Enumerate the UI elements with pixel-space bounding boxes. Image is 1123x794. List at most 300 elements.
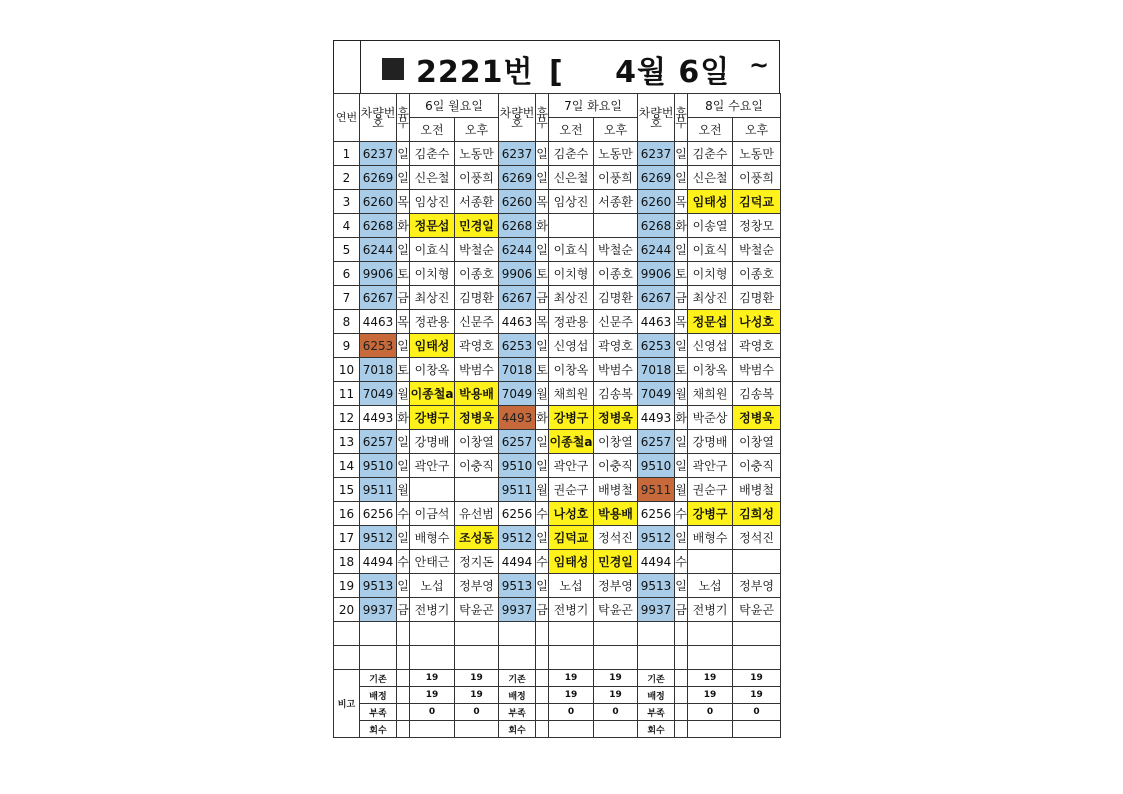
vehicle-number: 4493	[360, 406, 397, 430]
driver-am: 배형수	[410, 526, 455, 550]
holiday-day: 일	[675, 574, 688, 598]
driver-pm: 김희성	[733, 502, 781, 526]
vehicle-number: 6267	[499, 286, 536, 310]
driver-pm: 이종호	[455, 262, 499, 286]
footer-label: 배정	[360, 687, 397, 704]
footer-empty	[536, 721, 549, 738]
title-text	[382, 47, 730, 91]
vehicle-number: 4494	[360, 550, 397, 574]
holiday-day: 일	[536, 526, 549, 550]
schedule-sheet	[333, 40, 780, 738]
table-row	[334, 142, 781, 166]
header-day-3: 8일 수요일	[688, 94, 781, 118]
driver-am: 최상진	[688, 286, 733, 310]
vehicle-number: 6268	[360, 214, 397, 238]
driver-am: 이창옥	[688, 358, 733, 382]
driver-am: 채희원	[688, 382, 733, 406]
driver-pm: 박용배	[594, 502, 638, 526]
header-pm-2: 오후	[594, 118, 638, 142]
driver-am: 신영섭	[688, 334, 733, 358]
holiday-day: 목	[397, 190, 410, 214]
holiday-day: 월	[397, 382, 410, 406]
header-seq: 연번	[334, 94, 360, 142]
holiday-day: 금	[397, 286, 410, 310]
driver-am: 곽안구	[410, 454, 455, 478]
driver-am: 신은철	[549, 166, 594, 190]
footer-empty	[675, 704, 688, 721]
driver-pm: 노동만	[455, 142, 499, 166]
table-row	[334, 502, 781, 526]
holiday-day: 토	[397, 262, 410, 286]
vehicle-number: 6237	[499, 142, 536, 166]
driver-am: 강명배	[410, 430, 455, 454]
square-bullet-icon	[382, 58, 404, 80]
driver-pm: 이충직	[733, 454, 781, 478]
vehicle-number: 6256	[499, 502, 536, 526]
footer-value-pm: 0	[733, 704, 781, 721]
holiday-day: 일	[536, 574, 549, 598]
blank-row	[334, 646, 781, 670]
driver-am: 임상진	[410, 190, 455, 214]
row-number: 3	[334, 190, 360, 214]
footer-value-am: 19	[688, 670, 733, 687]
driver-pm: 정지돈	[455, 550, 499, 574]
vehicle-number: 9937	[499, 598, 536, 622]
driver-am: 전병기	[549, 598, 594, 622]
holiday-day: 일	[536, 142, 549, 166]
table-row	[334, 382, 781, 406]
driver-pm: 탁윤곤	[455, 598, 499, 622]
schedule-footer	[334, 670, 781, 738]
table-row	[334, 286, 781, 310]
holiday-day: 월	[675, 478, 688, 502]
table-row	[334, 238, 781, 262]
holiday-day: 월	[397, 478, 410, 502]
footer-value-am	[410, 721, 455, 738]
footer-empty	[675, 670, 688, 687]
driver-pm: 이풍희	[455, 166, 499, 190]
driver-pm	[455, 478, 499, 502]
row-number: 4	[334, 214, 360, 238]
driver-pm: 이창열	[455, 430, 499, 454]
footer-value-pm	[594, 721, 638, 738]
driver-am: 강병구	[410, 406, 455, 430]
driver-am: 임태성	[688, 190, 733, 214]
vehicle-number: 6244	[638, 238, 675, 262]
vehicle-number: 9906	[360, 262, 397, 286]
footer-empty	[397, 704, 410, 721]
driver-pm: 박범수	[455, 358, 499, 382]
schedule-body	[334, 142, 781, 622]
driver-am: 김춘수	[688, 142, 733, 166]
driver-pm: 이창열	[594, 430, 638, 454]
vehicle-number: 6269	[638, 166, 675, 190]
driver-am: 전병기	[688, 598, 733, 622]
vehicle-number: 7049	[638, 382, 675, 406]
driver-am: 정문섭	[410, 214, 455, 238]
driver-pm: 서종환	[455, 190, 499, 214]
driver-am: 이효식	[410, 238, 455, 262]
vehicle-number: 6257	[638, 430, 675, 454]
holiday-day: 일	[675, 430, 688, 454]
table-row	[334, 166, 781, 190]
holiday-day: 일	[397, 574, 410, 598]
footer-empty	[675, 687, 688, 704]
holiday-day: 목	[397, 310, 410, 334]
header-day-2: 7일 화요일	[549, 94, 638, 118]
holiday-day: 화	[675, 214, 688, 238]
table-row	[334, 358, 781, 382]
driver-pm: 정부영	[455, 574, 499, 598]
holiday-day: 일	[397, 142, 410, 166]
driver-pm: 이종호	[594, 262, 638, 286]
holiday-day: 화	[675, 406, 688, 430]
vehicle-number: 6257	[499, 430, 536, 454]
footer-value-am: 19	[688, 687, 733, 704]
driver-am: 강병구	[688, 502, 733, 526]
holiday-day: 월	[536, 382, 549, 406]
holiday-day: 수	[675, 502, 688, 526]
footer-value-am: 19	[549, 670, 594, 687]
driver-pm: 조성동	[455, 526, 499, 550]
header-pm-3: 오후	[733, 118, 781, 142]
driver-am: 신은철	[688, 166, 733, 190]
driver-pm: 김송복	[594, 382, 638, 406]
vehicle-number: 9512	[360, 526, 397, 550]
footer-empty	[397, 687, 410, 704]
vehicle-number: 4463	[499, 310, 536, 334]
driver-am: 곽안구	[549, 454, 594, 478]
driver-pm: 정병욱	[733, 406, 781, 430]
driver-pm: 곽영호	[733, 334, 781, 358]
driver-am: 이치형	[549, 262, 594, 286]
holiday-day: 화	[536, 406, 549, 430]
header-day-1: 6일 월요일	[410, 94, 499, 118]
footer-row	[334, 670, 781, 687]
schedule-blank-rows	[334, 622, 781, 670]
holiday-day: 수	[675, 550, 688, 574]
holiday-day: 일	[397, 454, 410, 478]
driver-am: 권순구	[688, 478, 733, 502]
vehicle-number: 7049	[360, 382, 397, 406]
table-row	[334, 310, 781, 334]
driver-pm: 박범수	[733, 358, 781, 382]
driver-pm: 김명환	[733, 286, 781, 310]
vehicle-number: 7018	[499, 358, 536, 382]
header-pm-1: 오후	[455, 118, 499, 142]
vehicle-number: 9937	[360, 598, 397, 622]
driver-am: 강병구	[549, 406, 594, 430]
row-number: 12	[334, 406, 360, 430]
driver-am: 이효식	[549, 238, 594, 262]
vehicle-number: 6244	[360, 238, 397, 262]
driver-pm: 곽영호	[455, 334, 499, 358]
holiday-day: 목	[675, 310, 688, 334]
holiday-day: 일	[675, 142, 688, 166]
holiday-day: 목	[536, 310, 549, 334]
driver-pm: 정석진	[733, 526, 781, 550]
footer-value-am	[688, 721, 733, 738]
footer-value-pm: 19	[455, 670, 499, 687]
vehicle-number: 6253	[638, 334, 675, 358]
driver-pm: 이창열	[733, 430, 781, 454]
driver-pm: 이종호	[733, 262, 781, 286]
driver-pm: 이충직	[455, 454, 499, 478]
driver-pm: 배병철	[594, 478, 638, 502]
remarks-label: 비고	[334, 670, 360, 738]
holiday-day: 목	[536, 190, 549, 214]
vehicle-number: 9510	[499, 454, 536, 478]
row-number: 18	[334, 550, 360, 574]
title-date: 4월 6일	[615, 55, 731, 90]
route-number: 2221번	[416, 55, 534, 90]
driver-am: 배형수	[688, 526, 733, 550]
holiday-day: 일	[397, 238, 410, 262]
driver-pm: 배병철	[733, 478, 781, 502]
vehicle-number: 7018	[638, 358, 675, 382]
footer-row	[334, 721, 781, 738]
holiday-day: 화	[536, 214, 549, 238]
footer-label: 배정	[499, 687, 536, 704]
vehicle-number: 9906	[499, 262, 536, 286]
driver-pm: 곽영호	[594, 334, 638, 358]
row-number: 11	[334, 382, 360, 406]
holiday-day: 월	[536, 478, 549, 502]
footer-value-am: 0	[688, 704, 733, 721]
holiday-day: 토	[536, 358, 549, 382]
footer-value-am	[549, 721, 594, 738]
blank-row	[334, 622, 781, 646]
driver-am: 이금석	[410, 502, 455, 526]
holiday-day: 수	[536, 550, 549, 574]
holiday-day: 일	[397, 166, 410, 190]
vehicle-number: 9510	[638, 454, 675, 478]
footer-empty	[397, 670, 410, 687]
footer-label: 부족	[360, 704, 397, 721]
driver-am: 김춘수	[410, 142, 455, 166]
vehicle-number: 6260	[360, 190, 397, 214]
driver-am: 정문섭	[688, 310, 733, 334]
vehicle-number: 4494	[638, 550, 675, 574]
driver-pm: 정부영	[594, 574, 638, 598]
driver-am: 이종철a	[410, 382, 455, 406]
footer-value-am: 19	[410, 687, 455, 704]
driver-pm: 김덕교	[733, 190, 781, 214]
table-row	[334, 550, 781, 574]
holiday-day: 일	[675, 454, 688, 478]
footer-value-am: 0	[410, 704, 455, 721]
vehicle-number: 6244	[499, 238, 536, 262]
driver-am: 노섭	[549, 574, 594, 598]
vehicle-number: 9513	[360, 574, 397, 598]
holiday-day: 일	[536, 430, 549, 454]
footer-label: 기존	[360, 670, 397, 687]
driver-am: 이송열	[688, 214, 733, 238]
footer-row	[334, 704, 781, 721]
driver-pm: 김송복	[733, 382, 781, 406]
footer-value-pm	[733, 721, 781, 738]
vehicle-number: 6269	[360, 166, 397, 190]
header-vehicle-2: 차량번호	[499, 94, 536, 142]
vehicle-number: 6267	[360, 286, 397, 310]
holiday-day: 목	[675, 190, 688, 214]
footer-value-pm: 19	[455, 687, 499, 704]
table-row	[334, 526, 781, 550]
header-holiday-1: 휴무	[397, 94, 410, 142]
footer-label: 기존	[638, 670, 675, 687]
holiday-day: 일	[397, 526, 410, 550]
driver-am: 신은철	[410, 166, 455, 190]
driver-am: 박준상	[688, 406, 733, 430]
footer-empty	[536, 687, 549, 704]
row-number: 8	[334, 310, 360, 334]
footer-value-pm: 19	[733, 687, 781, 704]
driver-am: 임태성	[410, 334, 455, 358]
driver-am: 정관용	[549, 310, 594, 334]
driver-am: 이치형	[410, 262, 455, 286]
holiday-day: 금	[397, 598, 410, 622]
driver-am: 나성호	[549, 502, 594, 526]
vehicle-number: 6267	[638, 286, 675, 310]
holiday-day: 일	[675, 238, 688, 262]
row-number: 14	[334, 454, 360, 478]
driver-am: 권순구	[549, 478, 594, 502]
row-number: 2	[334, 166, 360, 190]
driver-am: 이창옥	[410, 358, 455, 382]
row-number: 19	[334, 574, 360, 598]
footer-empty	[397, 721, 410, 738]
header-am-3: 오전	[688, 118, 733, 142]
footer-label: 회수	[638, 721, 675, 738]
driver-am: 김덕교	[549, 526, 594, 550]
table-row	[334, 454, 781, 478]
row-number: 20	[334, 598, 360, 622]
driver-pm: 정병욱	[455, 406, 499, 430]
header-vehicle-1: 차량번호	[360, 94, 397, 142]
driver-pm: 탁윤곤	[594, 598, 638, 622]
driver-pm: 서종환	[594, 190, 638, 214]
holiday-day: 토	[675, 358, 688, 382]
driver-am: 노섭	[410, 574, 455, 598]
driver-am	[410, 478, 455, 502]
vehicle-number: 4494	[499, 550, 536, 574]
driver-pm	[594, 214, 638, 238]
driver-pm: 민경일	[594, 550, 638, 574]
vehicle-number: 6237	[360, 142, 397, 166]
table-row	[334, 334, 781, 358]
table-row	[334, 574, 781, 598]
holiday-day: 일	[397, 430, 410, 454]
vehicle-number: 9513	[499, 574, 536, 598]
holiday-day: 일	[675, 526, 688, 550]
row-number: 15	[334, 478, 360, 502]
vehicle-number: 6268	[638, 214, 675, 238]
holiday-day: 수	[397, 550, 410, 574]
header-holiday-3: 휴무	[675, 94, 688, 142]
footer-label: 부족	[638, 704, 675, 721]
driver-pm: 정부영	[733, 574, 781, 598]
driver-am: 김춘수	[549, 142, 594, 166]
vehicle-number: 4463	[638, 310, 675, 334]
driver-am: 이종철a	[549, 430, 594, 454]
footer-label: 기존	[499, 670, 536, 687]
vehicle-number: 6268	[499, 214, 536, 238]
footer-label: 회수	[360, 721, 397, 738]
table-row	[334, 598, 781, 622]
driver-am: 이창옥	[549, 358, 594, 382]
driver-pm: 이풍희	[594, 166, 638, 190]
holiday-day: 토	[536, 262, 549, 286]
holiday-day: 화	[397, 406, 410, 430]
driver-pm: 신문주	[455, 310, 499, 334]
footer-empty	[536, 670, 549, 687]
table-row	[334, 214, 781, 238]
vehicle-number: 9513	[638, 574, 675, 598]
holiday-day: 일	[536, 334, 549, 358]
vehicle-number: 9937	[638, 598, 675, 622]
driver-pm: 정창모	[733, 214, 781, 238]
driver-pm: 신문주	[594, 310, 638, 334]
driver-am: 신영섭	[549, 334, 594, 358]
driver-pm: 민경일	[455, 214, 499, 238]
title-bracket: [	[548, 55, 564, 90]
driver-am: 이효식	[688, 238, 733, 262]
holiday-day: 금	[536, 286, 549, 310]
footer-label: 부족	[499, 704, 536, 721]
vehicle-number: 4493	[499, 406, 536, 430]
row-number: 7	[334, 286, 360, 310]
table-row	[334, 262, 781, 286]
vehicle-number: 6260	[499, 190, 536, 214]
table-row	[334, 406, 781, 430]
vehicle-number: 6257	[360, 430, 397, 454]
header-holiday-2: 휴무	[536, 94, 549, 142]
vehicle-number: 6253	[499, 334, 536, 358]
row-number: 16	[334, 502, 360, 526]
vehicle-number: 6256	[638, 502, 675, 526]
driver-am: 이치형	[688, 262, 733, 286]
footer-empty	[536, 704, 549, 721]
table-row	[334, 478, 781, 502]
table-row	[334, 430, 781, 454]
driver-pm	[733, 550, 781, 574]
driver-pm: 이충직	[594, 454, 638, 478]
holiday-day: 수	[397, 502, 410, 526]
driver-am	[549, 214, 594, 238]
holiday-day: 금	[675, 598, 688, 622]
driver-am	[688, 550, 733, 574]
footer-label: 회수	[499, 721, 536, 738]
driver-am: 곽안구	[688, 454, 733, 478]
row-number: 13	[334, 430, 360, 454]
title-tilde: ~	[749, 51, 770, 79]
driver-am: 임상진	[549, 190, 594, 214]
driver-pm: 김명환	[594, 286, 638, 310]
title-bar	[333, 40, 780, 93]
holiday-day: 일	[536, 166, 549, 190]
holiday-day: 수	[536, 502, 549, 526]
footer-row	[334, 687, 781, 704]
vehicle-number: 6256	[360, 502, 397, 526]
driver-am: 임태성	[549, 550, 594, 574]
vehicle-number: 6260	[638, 190, 675, 214]
vehicle-number: 7049	[499, 382, 536, 406]
holiday-day: 금	[536, 598, 549, 622]
header-am-2: 오전	[549, 118, 594, 142]
driver-am: 최상진	[549, 286, 594, 310]
footer-value-pm	[455, 721, 499, 738]
vehicle-number: 6237	[638, 142, 675, 166]
